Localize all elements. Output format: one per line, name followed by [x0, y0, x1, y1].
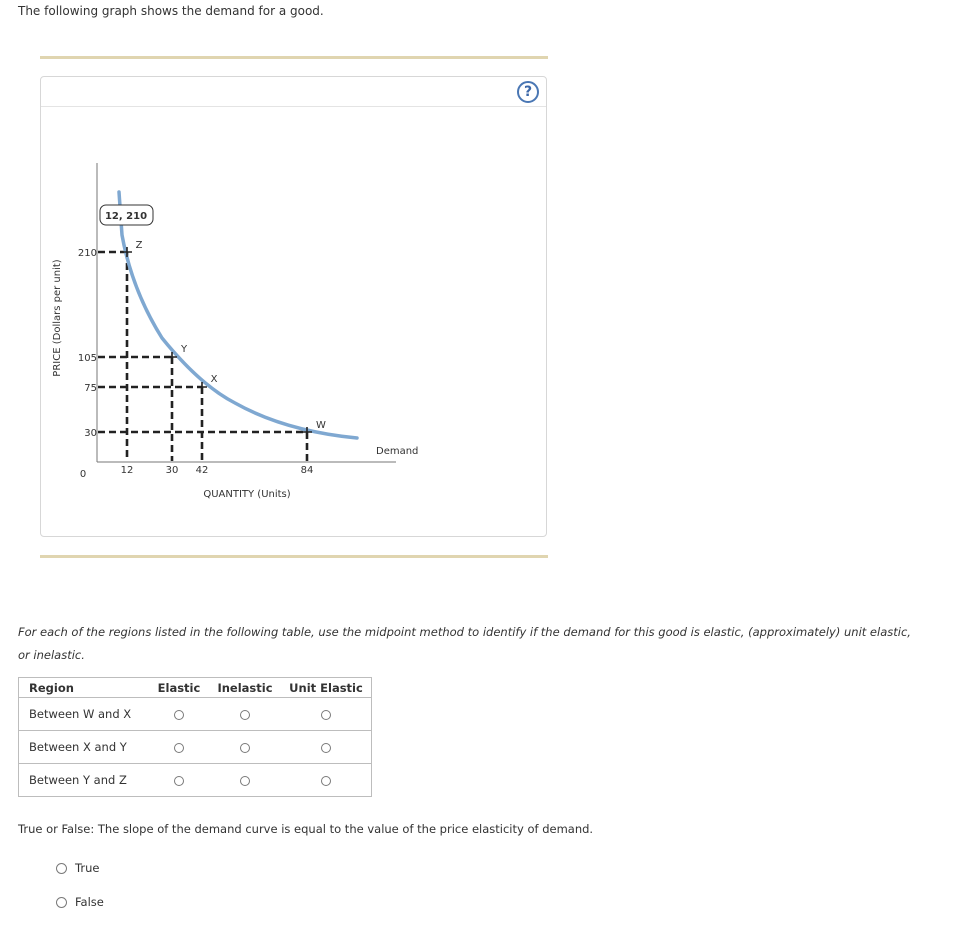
- bottom-divider: [40, 555, 548, 558]
- header-unit-elastic: Unit Elastic: [289, 680, 363, 695]
- table-row: [19, 764, 372, 797]
- table-row: [19, 698, 372, 731]
- option-false[interactable]: [56, 895, 104, 909]
- header-region: Region: [29, 680, 74, 695]
- x-axis-label: QUANTITY (Units): [203, 489, 291, 500]
- point-label-z: Z: [135, 240, 143, 251]
- y-tick-label: 105: [77, 353, 97, 364]
- radio-inelastic[interactable]: [240, 710, 250, 720]
- x-tick-label: 12: [120, 465, 134, 476]
- intro-text: The following graph shows the demand for a good.: [18, 4, 324, 18]
- radio-inelastic[interactable]: [240, 776, 250, 786]
- radio-true[interactable]: [56, 863, 67, 874]
- option-true-label: True: [75, 861, 100, 875]
- origin-label: 0: [79, 469, 87, 480]
- radio-unit-elastic[interactable]: [321, 743, 331, 753]
- x-tick-label: 30: [165, 465, 179, 476]
- region-label: Between X and Y: [29, 740, 127, 754]
- x-tick-label: 84: [300, 465, 314, 476]
- demand-curve: [119, 192, 357, 438]
- radio-unit-elastic[interactable]: [321, 776, 331, 786]
- radio-elastic[interactable]: [174, 776, 184, 786]
- x-tick-label: 42: [195, 465, 209, 476]
- table-row: [19, 731, 372, 764]
- question-help-icon[interactable]: ?: [517, 81, 539, 103]
- table-header-row: [19, 678, 372, 698]
- header-inelastic: Inelastic: [217, 680, 273, 695]
- point-tooltip-text: 12, 210: [104, 211, 148, 222]
- radio-inelastic[interactable]: [240, 743, 250, 753]
- header-elastic: Elastic: [157, 680, 201, 695]
- true-false-question: True or False: The slope of the demand curve is equal to the value of the price elasticity of demand.: [18, 822, 594, 836]
- guide-lines: [98, 252, 307, 461]
- y-tick-label: 75: [84, 383, 97, 394]
- point-markers: [122, 247, 312, 437]
- point-label-w: W: [316, 420, 326, 431]
- region-label: Between W and X: [29, 707, 132, 721]
- elasticity-table: [18, 677, 372, 797]
- radio-false[interactable]: [56, 897, 67, 908]
- demand-curve-label: Demand: [376, 446, 419, 457]
- region-label: Between Y and Z: [29, 773, 127, 787]
- option-false-label: False: [75, 895, 104, 909]
- point-label-y: Y: [180, 344, 188, 355]
- instructions-text: For each of the regions listed in the following table, use the midpoint method to identify if the demand for this good is elastic, (approximately) unit elastic, or inelastic.: [18, 625, 911, 662]
- option-true[interactable]: [56, 861, 99, 875]
- y-axis-label: PRICE (Dollars per unit): [52, 259, 63, 377]
- y-tick-label: 210: [77, 248, 97, 259]
- radio-elastic[interactable]: [174, 743, 184, 753]
- radio-unit-elastic[interactable]: [321, 710, 331, 720]
- radio-elastic[interactable]: [174, 710, 184, 720]
- point-label-x: X: [210, 374, 218, 385]
- y-tick-label: 30: [84, 428, 97, 439]
